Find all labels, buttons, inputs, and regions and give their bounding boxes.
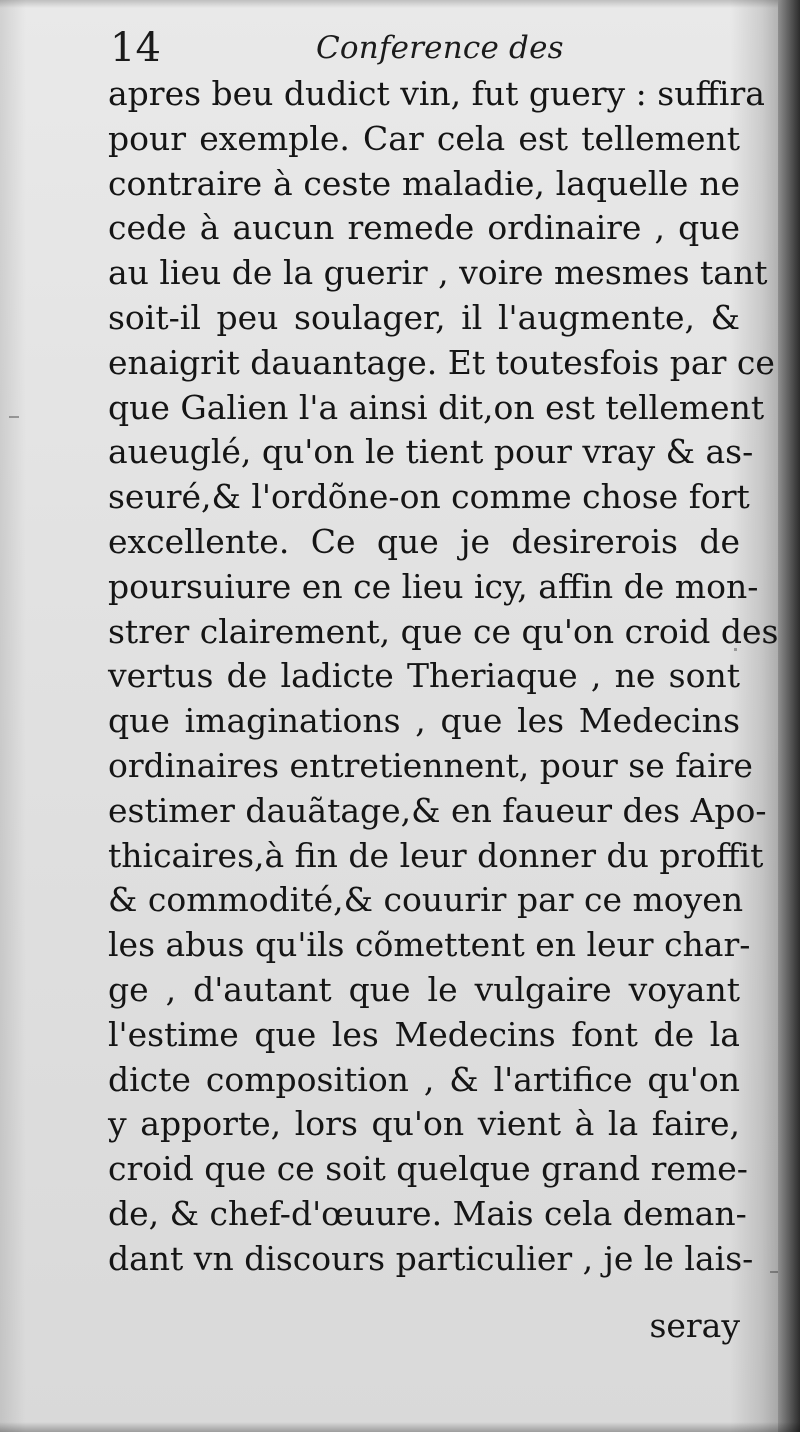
text-line: dant vn discours particulier , je le lais- <box>108 1238 754 1278</box>
text-line: que imaginations , que les Medecins <box>108 701 740 741</box>
text-line: contraire à ceste maladie, laquelle ne <box>108 163 740 203</box>
text-line: ge , d'autant que le vulgaire voyant <box>108 969 740 1009</box>
text-line: thicaires,à fin de leur donner du proffit <box>108 835 764 875</box>
text-line: y apporte, lors qu'on vient à la faire, <box>108 1104 740 1144</box>
catchword-area <box>108 1303 740 1348</box>
text-line: & commodité,& couurir par ce moyen <box>108 880 744 920</box>
text-line: vertus de ladicte Theriaque , ne sont <box>108 656 740 696</box>
catchword: seray <box>649 1306 740 1345</box>
text-line: soit-il peu soulager, il l'augmente, & <box>108 297 740 337</box>
running-head: Conference des <box>316 30 564 66</box>
text-line: au lieu de la guerir , voire mesmes tant <box>108 253 768 293</box>
page-top-shadow <box>0 0 800 8</box>
text-line: strer clairement, que ce qu'on croid des <box>108 611 779 651</box>
text-line: les abus qu'ils cõmettent en leur char- <box>108 925 751 965</box>
text-line: poursuiure en ce lieu icy, affin de mon- <box>108 566 759 606</box>
text-line: enaigrit dauantage. Et toutesfois par ce <box>108 342 775 382</box>
ink-speck <box>734 648 737 651</box>
page-gutter-shadow <box>778 0 800 1432</box>
text-line: croid que ce soit quelque grand reme- <box>108 1149 748 1189</box>
text-line: que Galien l'a ainsi dit,on est tellement <box>108 387 765 427</box>
text-line: pour exemple. Car cela est tellement <box>108 118 740 158</box>
text-line: ordinaires entretiennent, pour se faire <box>108 745 753 785</box>
page-header <box>110 24 740 72</box>
text-line: cede à aucun remede ordinaire , que <box>108 208 740 248</box>
text-line: apres beu dudict vin, fut guery : suffira <box>108 74 765 113</box>
body-text <box>108 72 779 1282</box>
text-line: excellente. Ce que je desirerois de <box>108 521 740 561</box>
text-line: seuré,& l'ordõne-on comme chose fort <box>108 477 750 517</box>
text-line: de, & chef-d'œuure. Mais cela deman- <box>108 1193 747 1233</box>
text-line: dicte composition , & l'artifice qu'on <box>108 1059 740 1099</box>
text-line: estimer dauãtage,& en faueur des Apo- <box>108 790 767 830</box>
page-bottom-shadow <box>0 1422 800 1432</box>
page-number: 14 <box>110 25 161 71</box>
ink-speck <box>9 416 19 418</box>
text-line: l'estime que les Medecins font de la <box>108 1014 740 1054</box>
ink-speck <box>770 1271 778 1273</box>
text-line: aueuglé, qu'on le tient pour vray & as- <box>108 432 754 472</box>
